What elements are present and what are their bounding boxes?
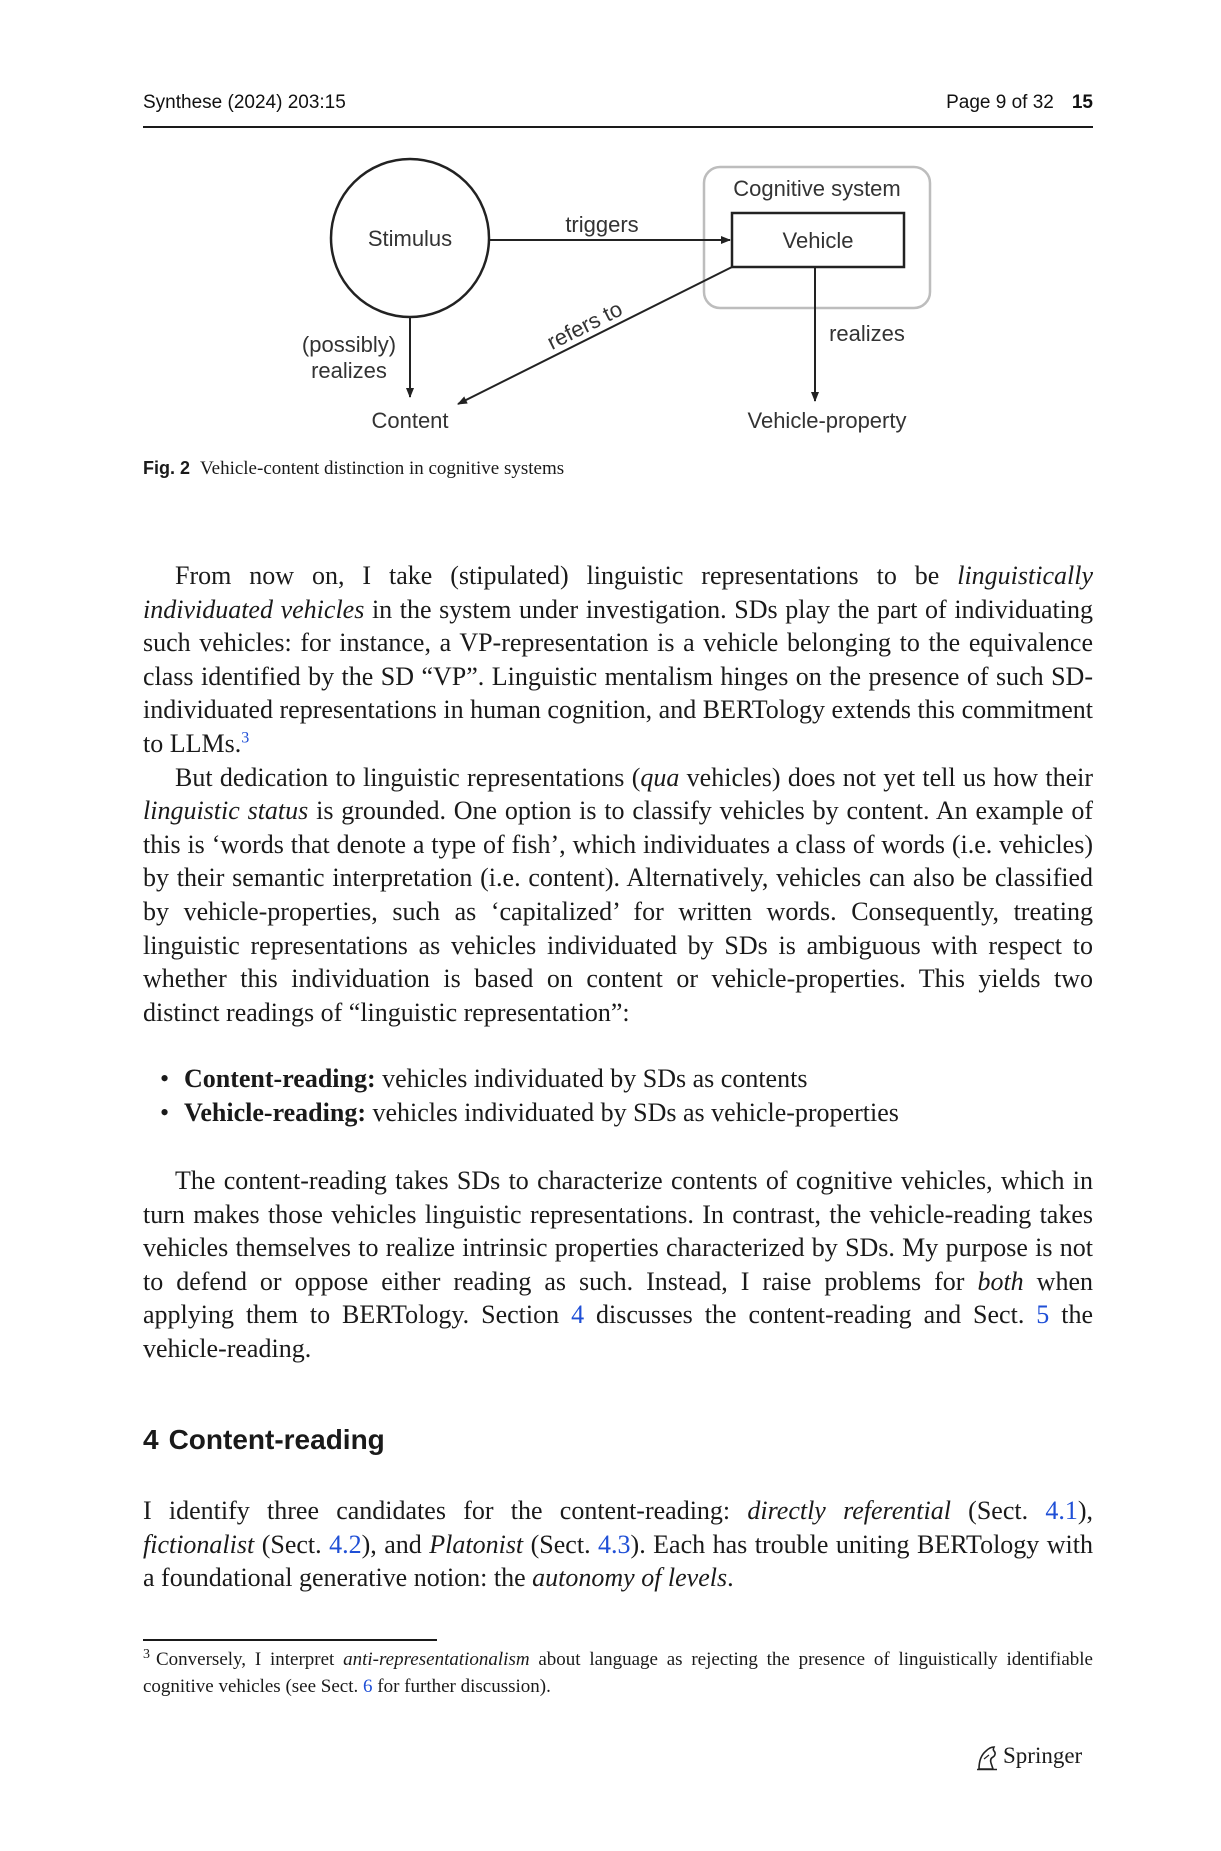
paragraph-2: But dedication to linguistic representations (qua vehicles) does not yet tell us how their linguistic status is grounded. One option is to classify vehicles by content. An example of this is ‘words that denote a type of fish’, which individuates a class of words (i.e. vehicles) by their semantic interpretation (i.e. content). Alternatively, vehicles can also be classified by vehicle-properties, such as ‘capitalized’ for written words. Consequently, treating linguistic representations as vehicles individuated by SDs is ambiguous with respect to whether this individuation is based on content or vehicle-properties. This yields two distinct readings of “linguistic representation”: bbox=[143, 762, 1093, 1027]
list-item: • Vehicle-reading: vehicles individuated by SDs as vehicle-properties bbox=[160, 1097, 899, 1127]
footnote-rule bbox=[143, 1639, 437, 1641]
page-number: 15 bbox=[1071, 92, 1093, 113]
figure-diagram bbox=[0, 150, 1221, 450]
section-heading bbox=[143, 1424, 385, 1456]
section-5-link[interactable]: 5 bbox=[1036, 1300, 1050, 1330]
page-label: Page 9 of 32 bbox=[946, 92, 1054, 113]
section-4-link[interactable]: 4 bbox=[571, 1300, 585, 1330]
footnote-mark: 3 bbox=[143, 1646, 150, 1662]
header-rule bbox=[143, 126, 1093, 128]
cognitive-system-label: Cognitive system bbox=[733, 176, 901, 201]
triggers-label: triggers bbox=[565, 212, 639, 237]
section-6-link[interactable]: 6 bbox=[363, 1676, 373, 1697]
figure-label: Fig. 2 bbox=[143, 458, 191, 478]
section-4-3-link[interactable]: 4.3 bbox=[598, 1529, 631, 1559]
list-item: • Content-reading: vehicles individuated by SDs as contents bbox=[160, 1064, 808, 1093]
section-4-2-link[interactable]: 4.2 bbox=[329, 1529, 362, 1559]
possibly-label: (possibly) bbox=[301, 332, 397, 357]
springer-horse-icon bbox=[975, 1745, 999, 1771]
paragraph-3: The content-reading takes SDs to characterize contents of cognitive vehicles, which in turn makes those vehicles linguistic representations. In contrast, the vehicle-reading takes vehicles themselves to realize intrinsic properties characterized by SDs. My purpose is not to defend or oppose either reading as such. Instead, I raise problems for both when applying them to BERTology. Section 4 discusses the content-reading and Sect. 5 the vehicle-reading. bbox=[143, 1166, 1093, 1363]
caption-text: Vehicle-content distinction in cognitive systems bbox=[200, 458, 565, 479]
section-number: 4 bbox=[143, 1424, 159, 1455]
section-title: Content-reading bbox=[168, 1424, 385, 1455]
section-4-1-link[interactable]: 4.1 bbox=[1045, 1496, 1078, 1525]
reading-list bbox=[160, 1062, 899, 1129]
body-text-block-3 bbox=[143, 1494, 1093, 1595]
journal-citation: Synthese (2024) 203:15 bbox=[143, 92, 346, 113]
body-text-block-1 bbox=[143, 559, 1093, 1029]
body-text-block-2 bbox=[143, 1164, 1093, 1366]
footnote-3: $^3$ Conversely, I interpret anti-representationalism about language as rejecting the presence of linguistically identifiable cognitive vehicles (see Sect. 6 for further discussion). bbox=[143, 1646, 1093, 1697]
running-header bbox=[143, 92, 1093, 122]
publisher-mark bbox=[975, 1743, 1082, 1771]
figure-caption bbox=[143, 458, 1093, 480]
footnote-ref-3[interactable]: 3 bbox=[241, 729, 250, 747]
page-indicator bbox=[946, 92, 1093, 114]
realizes-label: realizes bbox=[829, 321, 905, 346]
paragraph-4: I identify three candidates for the content-reading: directly referential (Sect. 4.1), fictionalist (Sect. 4.2), and Platonist (Sect. 4.3). Each has trouble uniting BERTology with a foundational generative notion: the autonomy of levels. bbox=[143, 1496, 1094, 1593]
possibly-realizes-label: realizes bbox=[311, 358, 387, 383]
vehicle-label: Vehicle bbox=[782, 228, 854, 253]
paragraph-1: From now on, I take (stipulated) linguistic representations to be linguistically individuated vehicles in the system under investigation. SDs play the part of individuating such vehicles: for instance, a VP-representation is a vehicle belonging to the equivalence class identified by the SD “VP”. Linguistic mentalism hinges on the presence of such SD-individuated representations in human cognition, and BERTology extends this commitment to LLMs.$^3$ bbox=[143, 561, 1093, 758]
publisher-name: Springer bbox=[1003, 1743, 1083, 1768]
refers-to-label: refers to bbox=[542, 296, 627, 355]
refers-to-arrow bbox=[458, 267, 732, 404]
vehicle-property-node: Vehicle-property bbox=[747, 408, 907, 433]
stimulus-label: Stimulus bbox=[367, 226, 453, 251]
content-node: Content bbox=[371, 408, 449, 433]
